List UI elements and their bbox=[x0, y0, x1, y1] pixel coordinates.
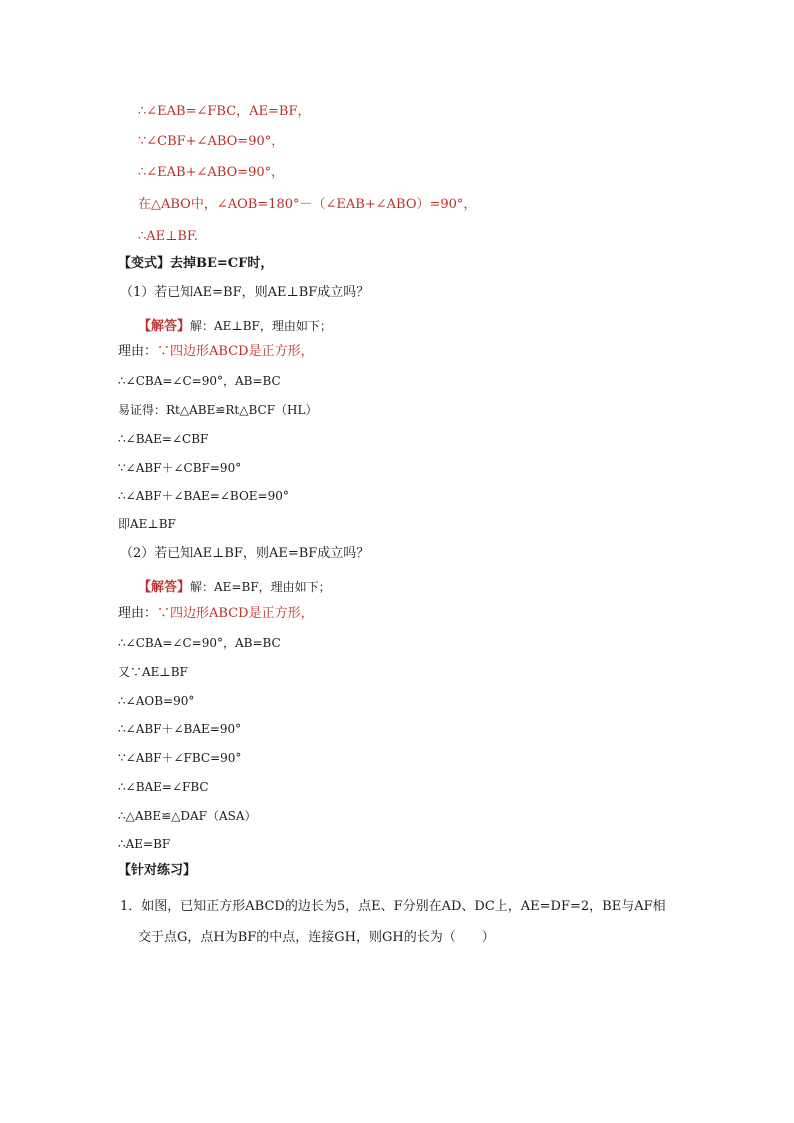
q2-question: （2）若已知AE⊥BF，则AE=BF成立吗？ bbox=[120, 546, 370, 561]
q1-step-2: 易证得：Rt△ABE≌Rt△BCF（HL） bbox=[118, 403, 318, 417]
q2-answer bbox=[138, 578, 331, 596]
q2-step-1: ∴∠CBA=∠C=90°，AB=BC bbox=[118, 636, 281, 650]
q2-step-3: ∴∠AOB=90° bbox=[118, 694, 195, 708]
variant-heading: 【变式】去掉BE=CF时， bbox=[118, 256, 274, 271]
q1-reason-text: ∵四边形ABCD是正方形， bbox=[157, 344, 314, 359]
q1-answer-text: 解：AE⊥BF，理由如下； bbox=[190, 319, 332, 333]
q2-answer-tag: 【解答】 bbox=[138, 580, 191, 595]
q1-step-1: ∴∠CBA=∠C=90°，AB=BC bbox=[118, 374, 281, 388]
q2-step-5: ∵∠ABF＋∠FBC=90° bbox=[118, 751, 242, 765]
practice-heading: 【针对练习】 bbox=[118, 863, 197, 878]
q1-answer-tag: 【解答】 bbox=[138, 319, 191, 334]
q2-reason-prefix: 理由： bbox=[118, 606, 158, 621]
q1-reason-prefix: 理由： bbox=[118, 344, 158, 359]
q2-step-2: 又∵AE⊥BF bbox=[118, 665, 188, 679]
q2-step-4: ∴∠ABF＋∠BAE=90° bbox=[118, 722, 242, 736]
q1-question: （1）若已知AE=BF，则AE⊥BF成立吗？ bbox=[120, 285, 370, 300]
q1-step-5: ∴∠ABF＋∠BAE=∠BOE=90° bbox=[118, 489, 289, 503]
problem-1-line-1: 1．如图，已知正方形ABCD的边长为5，点E、F分别在AD、DC上，AE=DF=2，BE与AF相 bbox=[120, 899, 666, 914]
q1-step-6: 即AE⊥BF bbox=[118, 517, 176, 531]
proof-line-2: ∵∠CBF+∠ABO=90°， bbox=[138, 134, 285, 149]
q2-reason-text: ∵四边形ABCD是正方形， bbox=[157, 606, 314, 621]
q1-answer bbox=[138, 317, 332, 335]
proof-line-1: ∴∠EAB=∠FBC，AE=BF， bbox=[138, 104, 311, 119]
proof-line-5: ∴AE⊥BF. bbox=[138, 229, 199, 244]
q1-reason bbox=[118, 343, 314, 361]
q2-step-8: ∴AE=BF bbox=[118, 837, 171, 851]
q1-step-3: ∴∠BAE=∠CBF bbox=[118, 432, 209, 446]
problem-1-line-2: 交于点G，点H为BF的中点，连接GH，则GH的长为（ ） bbox=[138, 930, 495, 945]
proof-line-4: 在△ABO中，∠AOB=180°－（∠EAB+∠ABO）=90°， bbox=[138, 197, 477, 212]
q2-reason bbox=[118, 605, 314, 623]
q2-step-7: ∴△ABE≌△DAF（ASA） bbox=[118, 809, 257, 823]
q2-step-6: ∴∠BAE=∠FBC bbox=[118, 780, 209, 794]
proof-line-3: ∴∠EAB+∠ABO=90°， bbox=[138, 165, 285, 180]
q1-step-4: ∵∠ABF＋∠CBF=90° bbox=[118, 461, 242, 475]
q2-answer-text: 解：AE=BF，理由如下； bbox=[190, 580, 331, 594]
